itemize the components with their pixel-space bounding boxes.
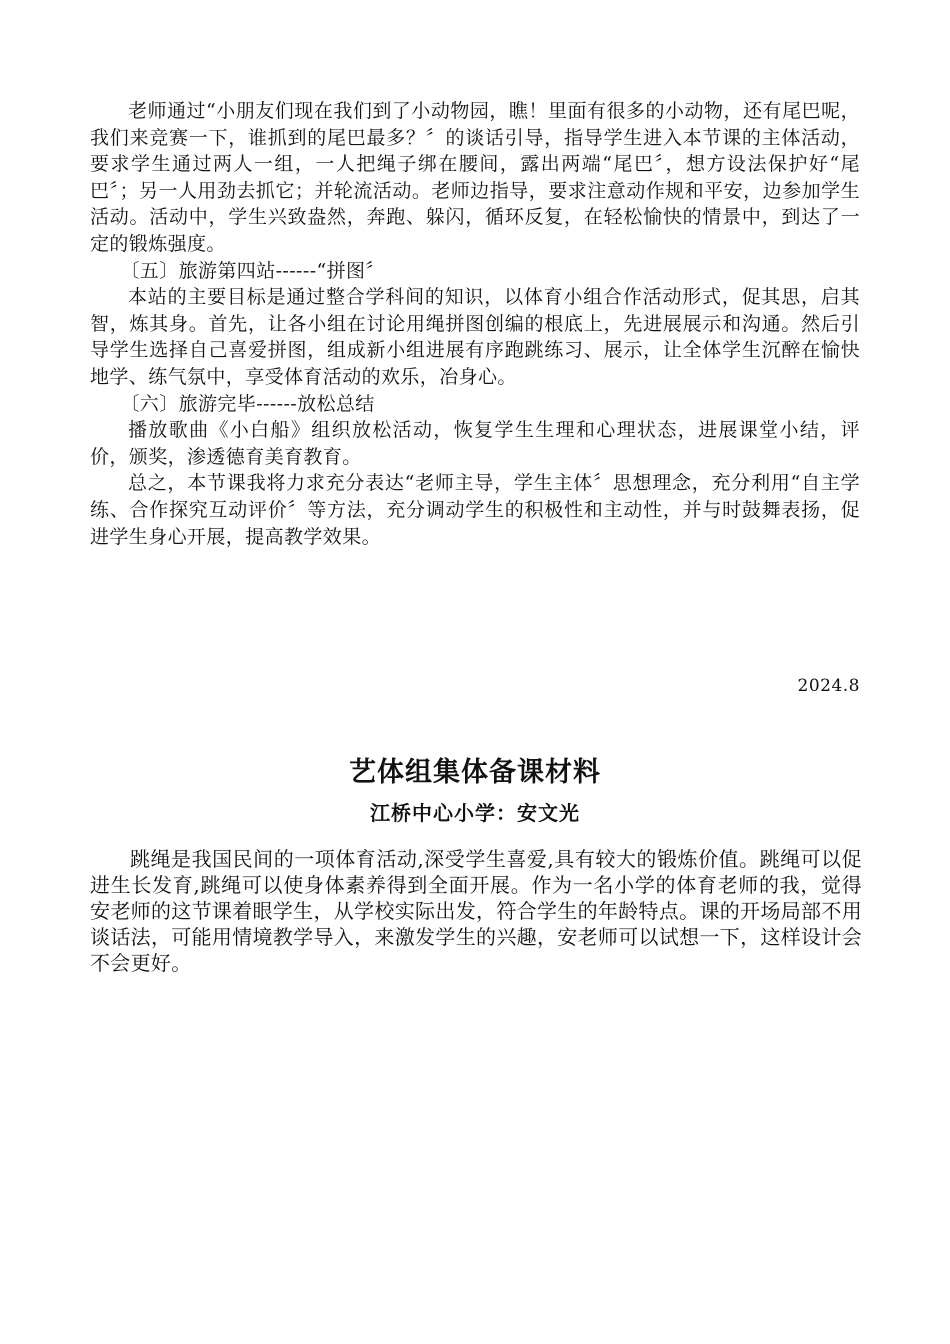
- section-heading-six: 〔六〕旅游完毕------放松总结: [120, 392, 375, 415]
- section2-body: [90, 846, 862, 976]
- document-date: 2024.8: [797, 676, 860, 696]
- section-title: 艺体组集体备课材料: [349, 757, 601, 788]
- paragraph-relax-summary: 播放歌曲《小白船》组织放松活动，恢复学生生理和心理状态，进展课堂小结，评价，颁奖，渗透德育美育教育。: [90, 419, 860, 468]
- section-author: 江桥中心小学：安文光: [370, 801, 580, 825]
- paragraph-activity-description: 老师通过“小朋友们现在我们到了小动物园，瞧！里面有很多的小动物，还有尾巴呢，我们来竞赛一下，谁抓到的尾巴最多？〞的谈话引导，指导学生进入本节课的主体活动，要求学生通过两人一组，一人把绳子绑在腰间，露出两端“尾巴〞，想方设法保护好“尾巴〞；另一人用劲去抓它；并轮流活动。老师边指导，要求注意动作规和平安，边参加学生活动。活动中，学生兴致盎然，奔跑、躲闪，循环反复，在轻松愉快的情景中，到达了一定的锻炼强度。: [90, 100, 860, 255]
- paragraph-conclusion: 总之，本节课我将力求充分表达“老师主导，学生主体〞思想理念，充分利用“自主学练、合作探究互动评价〞等方法，充分调动学生的积极性和主动性，并与时鼓舞表扬，促进学生身心开展，提高教学效果。: [90, 472, 860, 548]
- paragraph-puzzle-station: 本站的主要目标是通过整合学科间的知识，以体育小组合作活动形式，促其思，启其智，炼其身。首先，让各小组在讨论用绳拼图创编的根底上，先进展展示和沟通。然后引导学生选择自己喜爱拼图，组成新小组进展有序跑跳练习、展示，让全体学生沉醉在愉快地学、练气氛中，享受体育活动的欢乐，冶身心。: [90, 286, 860, 388]
- section-heading-five: 〔五〕旅游第四站------“拼图〞: [120, 259, 385, 282]
- article-body: [90, 98, 860, 550]
- paragraph-jump-rope-review: 跳绳是我国民间的一项体育活动,深受学生喜爱,具有较大的锻炼价值。跳绳可以促进生长发育,跳绳可以使身体素养得到全面开展。作为一名小学的体育老师的我，觉得安老师的这节课着眼学生，从学校实际出发，符合学生的年龄特点。课的开场局部不用谈话法，可能用情境教学导入，来激发学生的兴趣，安老师可以试想一下，这样设计会不会更好。: [90, 847, 862, 975]
